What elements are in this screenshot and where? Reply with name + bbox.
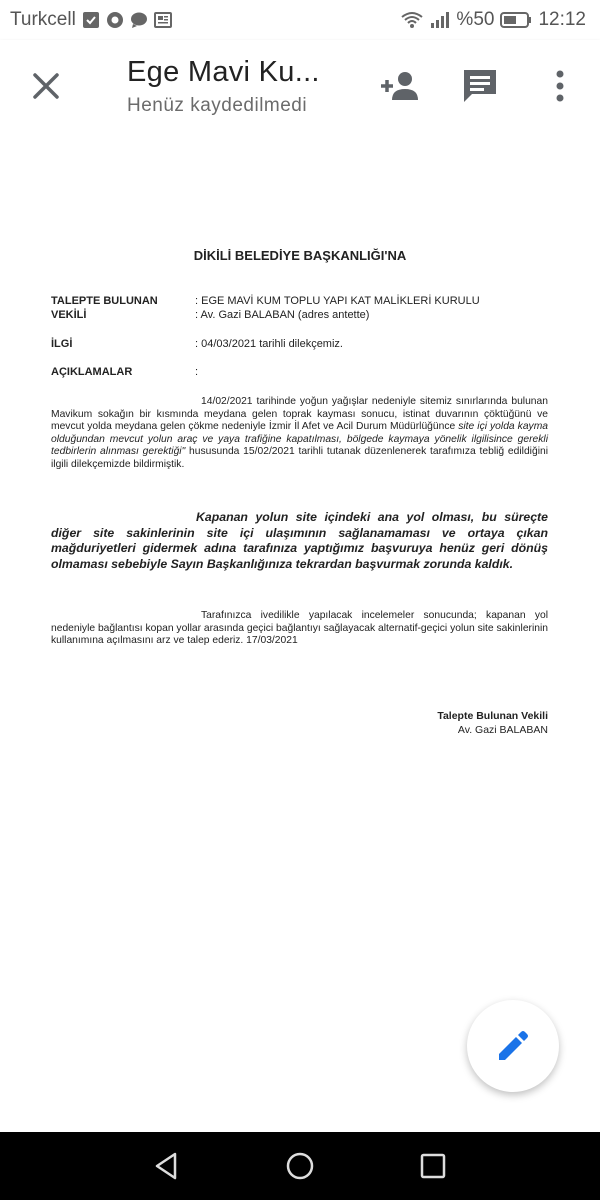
comment-icon <box>458 64 502 108</box>
carrier-name: Turkcell <box>10 9 76 30</box>
person-add-icon <box>378 64 422 108</box>
field-label-attorney: VEKİLİ <box>51 309 87 321</box>
more-vert-icon <box>538 64 582 108</box>
save-status: Henüz kaydedilmedi <box>127 95 308 116</box>
wifi-icon <box>400 11 424 29</box>
clock: 12:12 <box>538 9 586 30</box>
status-left <box>10 9 172 31</box>
back-triangle-icon <box>147 1146 187 1186</box>
document-page[interactable] <box>0 132 600 1132</box>
app-bar <box>0 40 600 132</box>
edit-pencil-icon <box>495 1028 531 1064</box>
signature-name: Av. Gazi BALABAN <box>457 724 548 736</box>
paragraph-2: Kapanan yolun site içindeki ana yol olması, bu süreçte diğer site sakinlerinin site içi ulaşımının sağlanamaması ve ortaya çıkan mağduriyetleri gidermek adına tarafınıza yaptığımız başvuruya henüz geri dönüş olmaması sebebiyle Sayın Başkanlığınıza tekrardan başvurmak zorunda kaldık. <box>51 510 548 571</box>
signal-icon <box>430 11 450 29</box>
home-button[interactable] <box>280 1146 320 1186</box>
message-icon <box>130 11 148 29</box>
recents-button[interactable] <box>413 1146 453 1186</box>
news-icon <box>154 11 172 29</box>
close-icon <box>24 64 68 108</box>
field-label-explanations: AÇIKLAMALAR <box>51 366 133 378</box>
battery-percent: %50 <box>456 9 495 30</box>
chrome-icon <box>106 11 124 29</box>
document-title: Ege Mavi Ku... <box>127 56 320 88</box>
field-label-applicant: TALEPTE BULUNAN <box>51 295 158 307</box>
field-value-reference: : 04/03/2021 tarihli dilekçemiz. <box>195 338 343 350</box>
edit-button[interactable] <box>467 1000 559 1092</box>
field-value-attorney: : Av. Gazi BALABAN (adres antette) <box>195 309 370 321</box>
status-right <box>400 9 586 31</box>
more-options-button[interactable] <box>538 64 582 108</box>
paragraph-3: Tarafınızca ivedilikle yapılacak incelemeler sonucunda; kapanan yol nedeniyle bağlantısı kopan yollar arasında geçici bağlantıyı sağlayacak alternatif-geçici yolun site sakinlerinin kullanımına açılmasını arz ve talep ederiz. 17/03/2021 <box>51 610 548 646</box>
comment-button[interactable] <box>458 64 502 108</box>
signature-title: Talepte Bulunan Vekili <box>437 710 548 722</box>
save-notification-icon <box>82 11 100 29</box>
paragraph-1: 14/02/2021 tarihinde yoğun yağışlar nedeniyle sitemiz sınırlarında bulunan Mavikum sokağın bir kısmında meydana gelen toprak kayması sonucu, istinat duvarının çöktüğünü ve mevcut yolda meydana gelen çökme nedeniyle İzmir İl Afet ve Acil Durum Müdürlüğünce site içi yolda kayma olduğundan mevcut yolun araç ve yaya trafiğine kapatılması, bölgede kaymaya yönelik ilgilisince gerekli tedbirlerin alınması gerektiği" hususunda 15/02/2021 tarihli tutanak düzenlenerek tarafımıza tebliğ edildiğini ilgili dilekçemizde bildirmiştik. <box>51 396 548 470</box>
recents-square-icon <box>413 1146 453 1186</box>
doc-heading: DİKİLİ BELEDİYE BAŞKANLIĞI'NA <box>193 248 407 263</box>
field-value-applicant: : EGE MAVİ KUM TOPLU YAPI KAT MALİKLERİ KURULU <box>195 295 480 307</box>
back-button[interactable] <box>147 1146 187 1186</box>
home-circle-icon <box>280 1146 320 1186</box>
field-value-explanations: : <box>195 366 199 378</box>
close-button[interactable] <box>24 64 68 108</box>
status-bar <box>0 0 600 40</box>
battery-icon <box>500 11 532 29</box>
system-nav-bar <box>0 1132 600 1200</box>
field-label-reference: İLGİ <box>51 338 73 350</box>
add-person-button[interactable] <box>378 64 422 108</box>
